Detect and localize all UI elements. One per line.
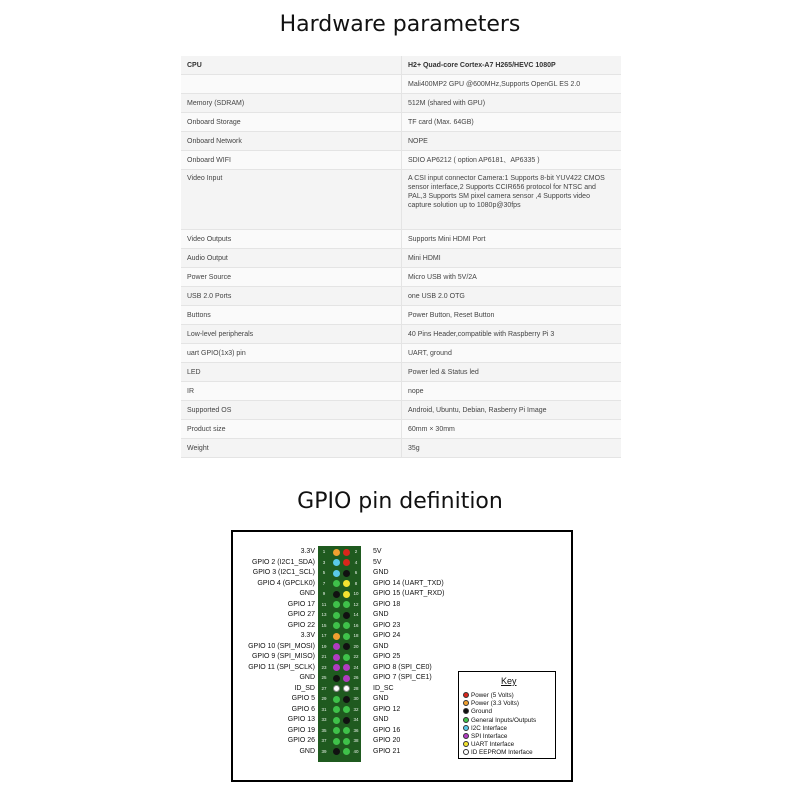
pin-dot-right (343, 664, 350, 671)
pin-number-left: 9 (322, 591, 326, 596)
hardware-parameters-table (181, 56, 621, 458)
pin-number-right: 20 (353, 643, 359, 649)
key-color-swatch (463, 741, 469, 747)
key-item-label: Power (3.3 Volts) (471, 700, 519, 708)
hardware-key: Onboard Network (181, 132, 402, 151)
pin-number-right: 30 (353, 696, 359, 701)
hardware-key: uart GPIO(1x3) pin (181, 344, 402, 363)
pin-number-right: 10 (353, 591, 359, 596)
key-item-label: Power (5 Volts) (471, 692, 514, 699)
pin-number-left: 37 (321, 738, 327, 743)
pin-label-left: GPIO 5 (291, 695, 315, 702)
pin-label-right: 5V (373, 548, 382, 555)
hardware-value: SDIO AP6212 ( option AP6181、AP6335 ) (402, 151, 622, 170)
pin-number-right: 6 (354, 570, 358, 575)
pin-dot-left (333, 717, 340, 724)
hardware-key: Onboard WIFI (181, 151, 402, 170)
key-item (463, 733, 507, 741)
pin-label-left: GPIO 22 (287, 621, 315, 629)
pin-number-left: 11 (321, 601, 327, 607)
pin-label-right: GPIO 12 (373, 705, 401, 713)
pin-dot-right (343, 685, 350, 692)
hardware-value: Power led & Status led (402, 363, 622, 382)
pin-dot-right (343, 622, 350, 629)
pin-number-left: 23 (321, 664, 327, 670)
pin-label-right: GPIO 8 (SPI_CE0) (373, 663, 432, 671)
key-item (463, 741, 514, 749)
pin-number-left: 13 (321, 612, 327, 617)
pin-number-right: 2 (354, 549, 358, 554)
pin-dot-right (343, 727, 350, 734)
pin-dot-right (343, 738, 350, 745)
hardware-parameters-title: Hardware parameters (279, 12, 521, 37)
hardware-row (181, 325, 621, 344)
pin-number-left: 31 (321, 706, 327, 712)
pin-dot-right (343, 559, 350, 566)
key-color-swatch (463, 733, 469, 739)
pin-label-left: GPIO 17 (287, 600, 315, 608)
pin-label-right: GPIO 20 (373, 737, 401, 744)
key-item-label: General Inputs/Outputs (471, 716, 537, 724)
key-color-swatch (463, 749, 469, 755)
hardware-row (181, 306, 621, 325)
hardware-row (181, 94, 621, 113)
pin-label-left: GPIO 6 (291, 705, 315, 713)
gpio-pin-definition-title: GPIO pin definition (297, 489, 503, 514)
pin-dot-right (343, 696, 350, 703)
hardware-row (181, 230, 621, 249)
hardware-key: Product size (181, 420, 402, 439)
pin-dot-right (343, 580, 350, 587)
pin-dot-left (333, 622, 340, 629)
pin-dot-right (343, 643, 350, 650)
pin-dot-left (333, 580, 340, 587)
key-color-swatch (463, 717, 469, 723)
pin-number-left: 21 (321, 654, 327, 659)
hardware-key: Memory (SDRAM) (181, 94, 402, 113)
pin-label-right: GND (373, 611, 389, 618)
pin-number-left: 17 (321, 633, 327, 638)
hardware-value: Mini HDMI (402, 249, 622, 268)
pin-dot-left (333, 643, 340, 650)
hardware-row (181, 344, 621, 363)
pin-dot-right (343, 706, 350, 713)
pin-number-left: 19 (321, 643, 327, 649)
hardware-value: Mali400MP2 GPU @600MHz,Supports OpenGL ES 2.0 (402, 75, 622, 94)
hardware-row (181, 439, 621, 458)
pin-number-right: 12 (353, 601, 359, 607)
pin-dot-right (343, 601, 350, 608)
pin-number-right: 40 (353, 748, 359, 754)
key-item-label: UART Interface (471, 741, 515, 749)
hardware-value: Power Button, Reset Button (402, 306, 622, 325)
pin-label-right: GPIO 21 (373, 747, 401, 755)
key-item (463, 708, 492, 716)
hardware-value: UART, ground (402, 344, 622, 363)
pin-dot-left (333, 696, 340, 703)
hardware-row (181, 382, 621, 401)
hardware-row (181, 249, 621, 268)
pin-label-right: 5V (373, 558, 382, 566)
pin-number-right: 14 (353, 612, 359, 617)
pin-label-left: GPIO 11 (SPI_SCLK) (248, 663, 315, 671)
hardware-value: one USB 2.0 OTG (402, 287, 622, 306)
pin-dot-left (333, 748, 340, 755)
pin-dot-left (333, 685, 340, 692)
hardware-value: H2+ Quad-core Cortex-A7 H265/HEVC 1080P (402, 56, 622, 75)
pin-dot-left (333, 570, 340, 577)
pin-label-left: GND (299, 590, 315, 597)
hardware-value: Supports Mini HDMI Port (402, 230, 622, 249)
pin-number-right: 24 (353, 664, 359, 670)
pin-number-right: 22 (353, 654, 359, 659)
pin-number-right: 28 (353, 685, 359, 691)
hardware-row (181, 268, 621, 287)
pin-label-left: GPIO 27 (287, 611, 315, 618)
pin-number-right: 18 (353, 633, 359, 638)
pin-number-right: 34 (353, 717, 359, 722)
pin-label-left: 3.3V (300, 548, 315, 555)
pin-label-left: ID_SD (294, 684, 315, 692)
pin-dot-right (343, 570, 350, 577)
pin-number-left: 15 (321, 622, 327, 628)
hardware-row (181, 75, 621, 94)
pin-dot-left (333, 654, 340, 661)
hardware-key: LED (181, 363, 402, 382)
pin-dot-right (343, 612, 350, 619)
hardware-value: 40 Pins Header,compatible with Raspberry Pi 3 (402, 325, 622, 344)
key-item-label: ID EEPROM Interface (471, 749, 533, 757)
hardware-row (181, 56, 621, 75)
pin-dot-right (343, 549, 350, 556)
hardware-key: Audio Output (181, 249, 402, 268)
pin-number-left: 25 (321, 675, 327, 680)
pin-number-right: 32 (353, 706, 359, 712)
pin-label-right: GND (373, 569, 389, 576)
hardware-row (181, 132, 621, 151)
pin-dot-right (343, 633, 350, 640)
key-item (463, 749, 533, 757)
hardware-row (181, 363, 621, 382)
pin-label-right: GPIO 14 (UART_TXD) (373, 579, 444, 587)
hardware-value: nope (402, 382, 622, 401)
pin-color-key (458, 671, 556, 759)
pin-label-left: GPIO 13 (287, 716, 315, 723)
pin-label-right: GPIO 23 (373, 621, 401, 629)
hardware-key: Buttons (181, 306, 402, 325)
hardware-row (181, 151, 621, 170)
pin-label-right: ID_SC (373, 684, 394, 692)
hardware-row (181, 420, 621, 439)
pin-dot-left (333, 738, 340, 745)
pin-dot-right (343, 748, 350, 755)
pin-dot-right (343, 654, 350, 661)
pin-number-right: 8 (354, 580, 358, 586)
pin-number-left: 39 (321, 748, 327, 754)
pin-dot-right (343, 675, 350, 682)
pin-label-right: GPIO 25 (373, 653, 401, 660)
pin-dot-left (333, 664, 340, 671)
pin-label-right: GPIO 24 (373, 632, 401, 639)
hardware-key: Video Input (181, 170, 402, 230)
key-color-swatch (463, 725, 469, 731)
hardware-value: A CSI input connector Camera:1 Supports 8-bit YUV422 CMOS sensor interface,2 Supports CCIR656 protocol for NTSC and PAL,3 Supports SM pixel camera sensor ,4 Supports video capture solution up to 1080p@30fps (402, 170, 622, 230)
hardware-value: Android, Ubuntu, Debian, Rasberry Pi Image (402, 401, 622, 420)
key-item (463, 692, 514, 700)
pin-dot-left (333, 727, 340, 734)
hardware-value: NOPE (402, 132, 622, 151)
pin-number-left: 5 (322, 570, 326, 575)
key-title: Key (501, 676, 517, 686)
key-item (463, 725, 507, 733)
pin-number-left: 29 (321, 696, 327, 701)
pin-number-left: 35 (321, 727, 327, 733)
pin-label-left: GND (299, 674, 315, 681)
pin-label-left: GPIO 2 (I2C1_SDA) (251, 558, 315, 566)
pin-dot-left (333, 559, 340, 566)
pin-dot-left (333, 675, 340, 682)
pin-number-right: 26 (353, 675, 359, 680)
pin-dot-left (333, 633, 340, 640)
hardware-key: Weight (181, 439, 402, 458)
pin-number-right: 16 (353, 622, 359, 628)
hardware-key: Low-level peripherals (181, 325, 402, 344)
pin-number-left: 27 (321, 685, 327, 691)
key-color-swatch (463, 708, 469, 714)
pin-dot-right (343, 591, 350, 598)
hardware-row (181, 401, 621, 420)
pin-label-right: GPIO 16 (373, 726, 401, 734)
pin-label-right: GND (373, 716, 389, 723)
pin-label-left: GPIO 10 (SPI_MOSI) (248, 642, 315, 650)
pin-number-right: 38 (353, 738, 359, 743)
key-item-label: Ground (471, 708, 493, 716)
pin-dot-right (343, 717, 350, 724)
key-item (463, 717, 536, 725)
pin-label-left: GPIO 26 (287, 737, 315, 744)
key-item-label: SPI Interface (471, 733, 508, 740)
pin-label-right: GND (373, 695, 389, 702)
pin-number-right: 36 (353, 727, 359, 733)
pin-label-right: GND (373, 642, 389, 650)
pin-number-left: 33 (321, 717, 327, 722)
hardware-key: Video Outputs (181, 230, 402, 249)
pin-number-left: 3 (322, 559, 326, 565)
pin-label-left: 3.3V (300, 632, 315, 639)
hardware-value: 35g (402, 439, 622, 458)
pin-label-left: GPIO 9 (SPI_MISO) (251, 653, 315, 660)
pin-number-right: 4 (354, 559, 358, 565)
pin-number-left: 7 (322, 580, 326, 586)
pin-label-left: GPIO 3 (I2C1_SCL) (252, 569, 315, 576)
hardware-value: TF card (Max. 64GB) (402, 113, 622, 132)
hardware-key: IR (181, 382, 402, 401)
pin-dot-left (333, 612, 340, 619)
pin-dot-left (333, 591, 340, 598)
pin-label-right: GPIO 18 (373, 600, 401, 608)
hardware-value: 512M (shared with GPU) (402, 94, 622, 113)
hardware-value: Micro USB with 5V/2A (402, 268, 622, 287)
hardware-value: 60mm × 30mm (402, 420, 622, 439)
hardware-key (181, 75, 402, 94)
hardware-key: Power Source (181, 268, 402, 287)
hardware-row (181, 170, 621, 230)
hardware-key: USB 2.0 Ports (181, 287, 402, 306)
pin-label-left: GPIO 4 (GPCLK0) (257, 579, 315, 587)
pin-label-right: GPIO 15 (UART_RXD) (373, 590, 445, 597)
key-color-swatch (463, 700, 469, 706)
hardware-key: Onboard Storage (181, 113, 402, 132)
pin-label-right: GPIO 7 (SPI_CE1) (373, 674, 432, 681)
pin-label-left: GPIO 19 (287, 726, 315, 734)
key-item-label: I2C Interface (471, 724, 508, 732)
key-item (463, 700, 519, 708)
hardware-key: CPU (181, 56, 402, 75)
pin-number-left: 1 (322, 549, 326, 554)
hardware-row (181, 287, 621, 306)
hardware-row (181, 113, 621, 132)
hardware-key: Supported OS (181, 401, 402, 420)
key-color-swatch (463, 692, 469, 698)
pin-label-left: GND (299, 747, 315, 755)
pin-dot-left (333, 549, 340, 556)
pin-dot-left (333, 706, 340, 713)
pin-dot-left (333, 601, 340, 608)
